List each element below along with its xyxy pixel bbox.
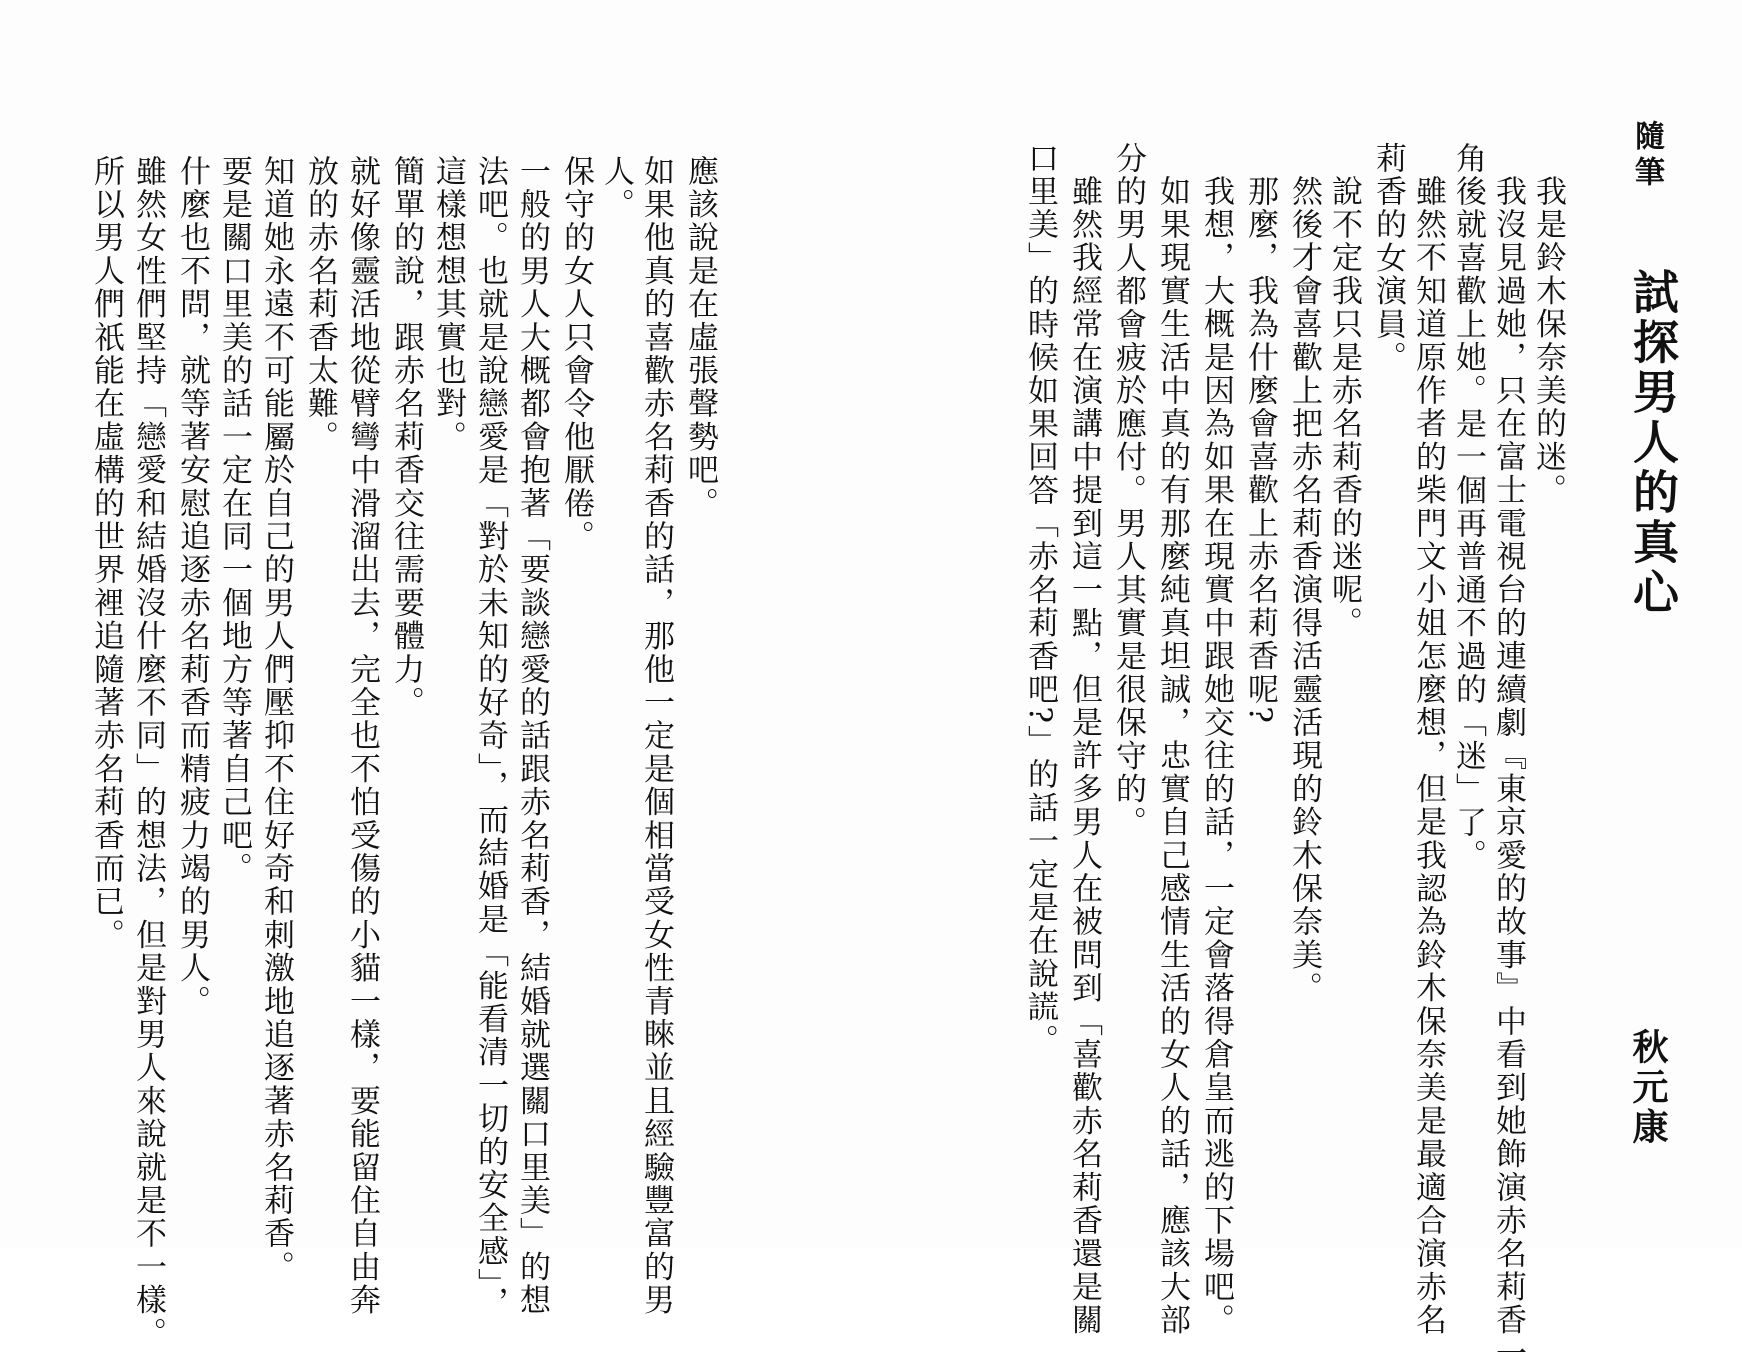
genre-label: 隨筆 [1629, 120, 1664, 192]
author-name: 秋元康 [1627, 1028, 1668, 1148]
text-line: 雖然我經常在演講中提到這一點，但是許多男人在被問到「喜歡赤名莉香還是關 [1066, 175, 1102, 1337]
text-line: 知道她永遠不可能屬於自己的男人們壓抑不住好奇和刺激地追逐著赤名莉香。 [258, 155, 294, 1284]
text-line: 人。 [598, 155, 634, 222]
text-line: 應該說是在虛張聲勢吧。 [682, 155, 718, 521]
text-line: 這樣想想其實也對。 [430, 155, 466, 454]
text-line: 所以男人們祇能在虛構的世界裡追隨著赤名莉香而已。 [88, 155, 124, 952]
text-line: 什麼也不問，就等著安慰追逐赤名莉香而精疲力竭的男人。 [174, 155, 210, 1019]
text-line: 雖然不知道原作者的柴門文小姐怎麼想，但是我認為鈴木保奈美是最適合演赤名 [1410, 175, 1446, 1337]
text-line: 口里美」的時候如果回答「赤名莉香吧?」的話一定是在說謊。 [1022, 142, 1058, 1058]
text-line: 角後就喜歡上她。是一個再普通不過的「迷」了。 [1450, 142, 1486, 873]
text-line: 就好像靈活地從臂彎中滑溜出去，完全也不怕受傷的小貓一樣，要能留住自由奔 [344, 155, 380, 1317]
essay-title: 試探男人的真心 [1626, 268, 1680, 618]
text-line: 我想，大概是因為如果在現實中跟她交往的話，一定會落得倉皇而逃的下場吧。 [1198, 175, 1234, 1337]
text-line: 那麼，我為什麼會喜歡上赤名莉香呢? [1242, 175, 1278, 726]
text-line: 說不定我只是赤名莉香的迷呢。 [1326, 175, 1362, 640]
text-line: 雖然女性們堅持「戀愛和結婚沒什麼不同」的想法，但是對男人來說就是不一樣。 [130, 155, 166, 1351]
text-line: 要是關口里美的話一定在同一個地方等著自己吧。 [216, 155, 252, 886]
text-line: 莉香的女演員。 [1370, 142, 1406, 375]
text-line: 我沒見過她，只在富士電視台的連續劇『東京愛的故事』中看到她飾演赤名莉香一 [1490, 175, 1526, 1370]
text-line: 放的赤名莉香太難。 [302, 155, 338, 454]
text-line: 如果他真的喜歡赤名莉香的話，那他一定是個相當受女性青睞並且經驗豐富的男 [638, 155, 674, 1317]
text-line: 法吧。也就是說戀愛是「對於未知的好奇」，而結婚是「能看清一切的安全感」， [472, 155, 508, 1320]
text-line: 如果現實生活中真的有那麼純真坦誠，忠實自己感情生活的女人的話，應該大部 [1154, 175, 1190, 1337]
text-line: 一般的男人大概都會抱著「要談戀愛的話跟赤名莉香，結婚就選關口里美」的想 [514, 155, 550, 1317]
text-line: 然後才會喜歡上把赤名莉香演得活靈活現的鈴木保奈美。 [1286, 175, 1322, 1005]
text-line: 我是鈴木保奈美的迷。 [1530, 175, 1566, 507]
text-line: 簡單的說，跟赤名莉香交往需要體力。 [388, 155, 424, 720]
text-line: 分的男人都會疲於應付。男人其實是很保守的。 [1110, 142, 1146, 840]
text-line: 保守的女人只會令他厭倦。 [558, 155, 594, 554]
